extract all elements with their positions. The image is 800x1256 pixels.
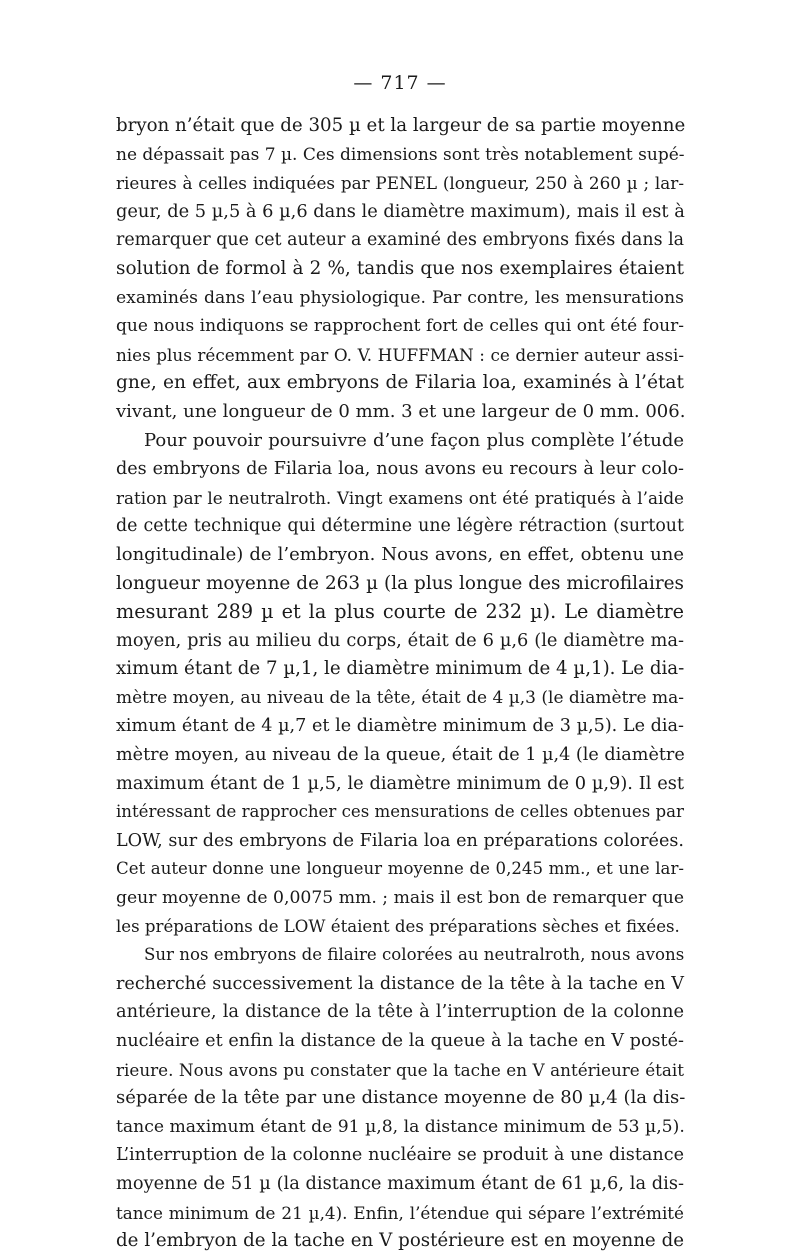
text-line: nucléaire et enfin la distance de la queue à la tache en V posté- [116,1031,684,1051]
text-line: les préparations de LOW étaient des préparations sèches et fixées. [116,916,680,936]
text-line: de cette technique qui détermine une légère rétraction (surtout [116,516,684,537]
text-line: mesurant 289 µ et la plus courte de 232 µ). Le diamètre [116,600,684,624]
text-line: ration par le neutralroth. Vingt examens ont été pratiqués à l’aide [116,487,684,508]
text-line: mètre moyen, au niveau de la tête, était de 4 µ,3 (le diamètre ma- [116,687,684,708]
text-line: longitudinale) de l’embryon. Nous avons, en effet, obtenu une [116,543,684,565]
text-line: geur moyenne de 0,0075 mm. ; mais il est bon de remarquer que [116,888,684,909]
text-line: remarquer que cet auteur a examiné des embryons fixés dans la [116,230,684,251]
text-line: nies plus récemment par O. V. HUFFMAN : ce dernier auteur assi- [116,344,684,365]
page-number: — 717 — [353,72,447,94]
text-line: rieures à celles indiquées par PENEL (longueur, 250 à 260 µ ; lar- [116,173,684,194]
text-line: tance maximum étant de 91 µ,8, la distance minimum de 53 µ,5). [116,1116,685,1137]
text-line: Pour pouvoir poursuivre d’une façon plus complète l’étude [144,429,684,451]
text-line: antérieure, la distance de la tête à l’interruption de la colonne [116,1001,684,1023]
text-line: maximum étant de 1 µ,5, le diamètre minimum de 0 µ,9). Il est [116,772,684,794]
text-line: Sur nos embryons de filaire colorées au neutralroth, nous avons [144,945,685,965]
text-line: examinés dans l’eau physiologique. Par contre, les mensurations [116,287,684,308]
text-line: vivant, une longueur de 0 mm. 3 et une largeur de 0 mm. 006. [116,400,686,422]
text-line: longueur moyenne de 263 µ (la plus longue des microfilaires [116,572,684,594]
text-line: LOW, sur des embryons de Filaria loa en préparations colorées. [116,830,684,851]
text-line: geur, de 5 µ,5 à 6 µ,6 dans le diamètre maximum), mais il est à [116,200,685,222]
text-line: Cet auteur donne une longueur moyenne de 0,245 mm., et une lar- [116,859,684,879]
book-page [116,0,684,1253]
text-line: moyen, pris au milieu du corps, était de 6 µ,6 (le diamètre ma- [116,629,684,651]
text-line: de l’embryon de la tache en V postérieure est en moyenne de [116,1230,684,1252]
text-line: des embryons de Filaria loa, nous avons eu recours à leur colo- [116,459,684,480]
text-line: bryon n’était que de 305 µ et la largeur de sa partie moyenne [116,115,686,136]
text-line: ximum étant de 7 µ,1, le diamètre minimum de 4 µ,1). Le dia- [116,658,685,680]
body-text [116,112,684,1256]
text-line: intéressant de rapprocher ces mensurations de celles obtenues par [116,802,684,822]
text-line: tance minimum de 21 µ,4). Enfin, l’étendue qui sépare l’extrémité [116,1202,684,1223]
text-line: solution de formol à 2 %, tandis que nos exemplaires étaient [116,257,684,279]
text-line: mètre moyen, au niveau de la queue, était de 1 µ,4 (le diamètre [116,745,685,766]
text-line: L’interruption de la colonne nucléaire se produit à une distance [116,1145,684,1166]
text-line: rieure. Nous avons pu constater que la tache en V antérieure était [116,1059,684,1080]
text-line: ne dépassait pas 7 µ. Ces dimensions sont très notablement supé- [116,144,685,165]
text-line: gne, en effet, aux embryons de Filaria loa, examinés à l’état [116,372,684,394]
text-line: moyenne de 51 µ (la distance maximum étant de 61 µ,6, la dis- [116,1172,684,1194]
text-line: ximum étant de 4 µ,7 et le diamètre minimum de 3 µ,5). Le dia- [116,716,684,737]
text-line: que nous indiquons se rapprochent fort de celles qui ont été four- [116,316,684,337]
text-line: séparée de la tête par une distance moyenne de 80 µ,4 (la dis- [116,1087,686,1109]
text-line: recherché successivement la distance de la tête à la tache en V [116,973,684,994]
